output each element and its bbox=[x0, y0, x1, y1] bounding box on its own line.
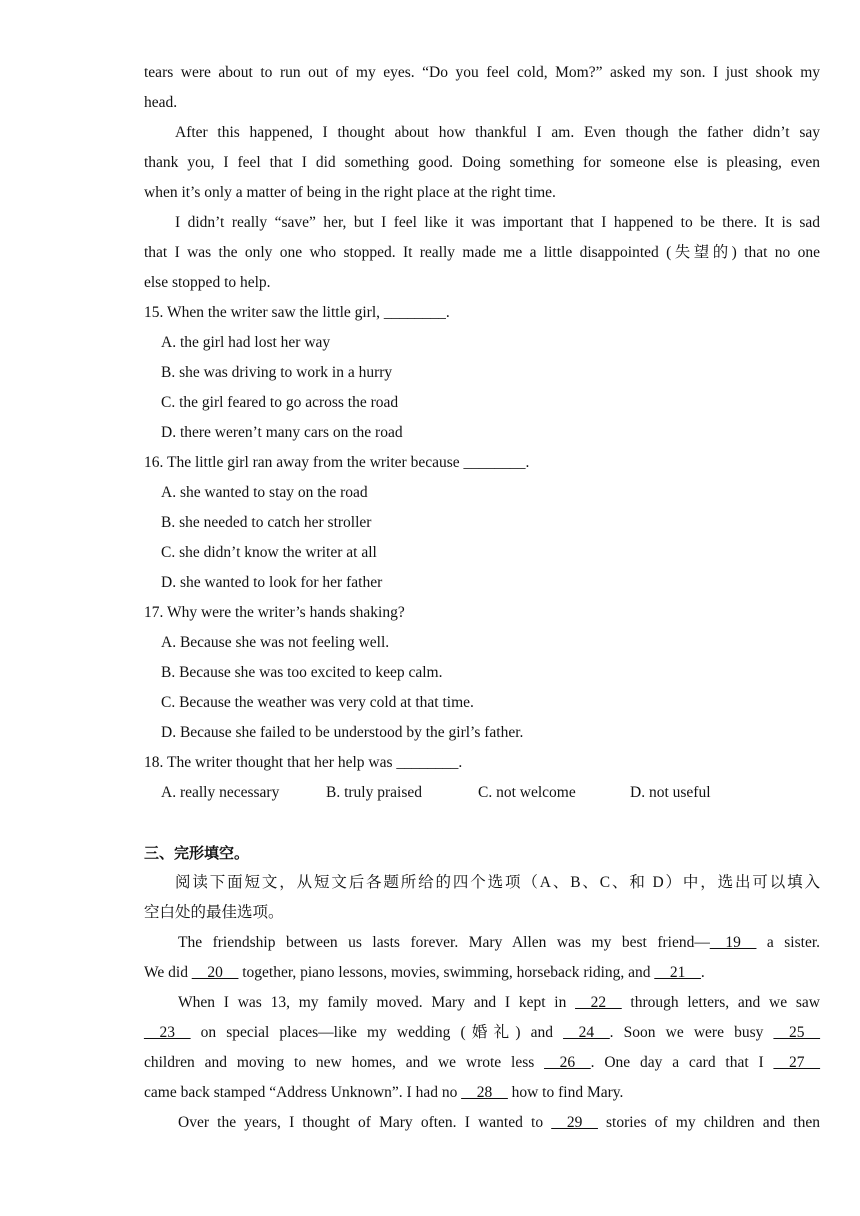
passage-line: I didn’t really “save” her, but I feel like it was important that I happened to be there. It is sad bbox=[175, 214, 820, 231]
question-stem: 17. Why were the writer’s hands shaking? bbox=[144, 604, 405, 621]
section-heading: 三、完形填空。 bbox=[144, 844, 250, 862]
cloze-blank-26: __26__ bbox=[544, 1054, 591, 1071]
cloze-blank-28: __28__ bbox=[461, 1084, 508, 1101]
cloze-blank-23: __23__ bbox=[144, 1024, 191, 1041]
question-option: C. not welcome bbox=[478, 784, 576, 801]
question-option: A. she wanted to stay on the road bbox=[161, 484, 368, 501]
question-option: A. Because she was not feeling well. bbox=[161, 634, 390, 651]
question-option: B. she was driving to work in a hurry bbox=[161, 364, 393, 381]
question-option: B. truly praised bbox=[326, 784, 422, 801]
question-options-row bbox=[144, 778, 820, 808]
cloze-text: together, piano lessons, movies, swimming, horseback riding, and bbox=[238, 964, 655, 981]
cloze-text: a sister. bbox=[756, 934, 820, 951]
cloze-text: through letters, and we saw bbox=[621, 994, 820, 1011]
cloze-blank-20: __20__ bbox=[191, 964, 239, 981]
cloze-text: The friendship between us lasts forever. Mary Allen was my best friend— bbox=[178, 934, 710, 951]
cloze-text: We did bbox=[144, 964, 192, 981]
cloze-text: . One day a card that I bbox=[590, 1054, 774, 1071]
question-option: B. she needed to catch her stroller bbox=[161, 514, 372, 531]
spacer bbox=[144, 808, 820, 838]
cloze-blank-24: __24__ bbox=[563, 1024, 610, 1041]
question-option: D. Because she failed to be understood by the girl’s father. bbox=[161, 724, 524, 741]
cloze-line bbox=[144, 1048, 820, 1078]
cloze-blank-25: __25__ bbox=[773, 1024, 820, 1041]
cloze-line bbox=[144, 988, 820, 1018]
cloze-text: stories of my children and then bbox=[597, 1114, 820, 1131]
question-option: B. Because she was too excited to keep calm. bbox=[161, 664, 443, 681]
cloze-blank-19: __19__ bbox=[709, 934, 757, 951]
passage-line: tears were about to run out of my eyes. “Do you feel cold, Mom?” asked my son. I just shook my bbox=[144, 64, 820, 81]
passage-line: when it’s only a matter of being in the right place at the right time. bbox=[144, 184, 556, 201]
cloze-blank-22: __22__ bbox=[575, 994, 622, 1011]
cloze-line bbox=[144, 1018, 820, 1048]
cloze-blank-21: __21__ bbox=[654, 964, 701, 981]
question-option: C. the girl feared to go across the road bbox=[161, 394, 399, 411]
passage-line: After this happened, I thought about how thankful I am. Even though the father didn’t say bbox=[175, 124, 820, 141]
passage-line: else stopped to help. bbox=[144, 274, 271, 291]
cloze-blank-27: __27__ bbox=[773, 1054, 820, 1071]
question-option: C. Because the weather was very cold at that time. bbox=[161, 694, 474, 711]
cloze-blank-29: __29__ bbox=[551, 1114, 598, 1131]
cloze-line bbox=[144, 958, 820, 988]
question-stem: 18. The writer thought that her help was ________. bbox=[144, 754, 463, 771]
cloze-text: . bbox=[700, 964, 705, 981]
document-page bbox=[144, 58, 820, 1138]
cloze-text: how to find Mary. bbox=[507, 1084, 624, 1101]
question-option: D. she wanted to look for her father bbox=[161, 574, 383, 591]
question-stem: 16. The little girl ran away from the writer because ________. bbox=[144, 454, 530, 471]
cloze-text: on special places—like my wedding (婚礼) and bbox=[190, 1024, 564, 1041]
question-option: A. really necessary bbox=[161, 784, 280, 801]
cloze-text: . Soon we were busy bbox=[609, 1024, 774, 1041]
cloze-text: children and moving to new homes, and we wrote less bbox=[144, 1054, 545, 1071]
question-option: D. there weren’t many cars on the road bbox=[161, 424, 403, 441]
passage-line: that I was the only one who stopped. It really made me a little disappointed (失望的) that no one bbox=[144, 244, 820, 261]
cloze-text: Over the years, I thought of Mary often. I wanted to bbox=[178, 1114, 552, 1131]
question-stem: 15. When the writer saw the little girl, ________. bbox=[144, 304, 450, 321]
cloze-line bbox=[144, 928, 820, 958]
cloze-line bbox=[144, 1108, 820, 1138]
cloze-line bbox=[144, 1078, 820, 1108]
cloze-text: When I was 13, my family moved. Mary and I kept in bbox=[178, 994, 576, 1011]
section-instruction: 空白处的最佳选项。 bbox=[144, 904, 284, 921]
cloze-text: came back stamped “Address Unknown”. I had no bbox=[144, 1084, 462, 1101]
passage-line: head. bbox=[144, 94, 178, 111]
passage-line: thank you, I feel that I did something good. Doing something for someone else is pleasing, even bbox=[144, 154, 820, 171]
question-option: C. she didn’t know the writer at all bbox=[161, 544, 377, 561]
section-instruction: 阅读下面短文，从短文后各题所给的四个选项（A、B、C、和 D）中，选出可以填入 bbox=[175, 874, 820, 891]
question-option: D. not useful bbox=[630, 784, 711, 801]
question-option: A. the girl had lost her way bbox=[161, 334, 331, 351]
